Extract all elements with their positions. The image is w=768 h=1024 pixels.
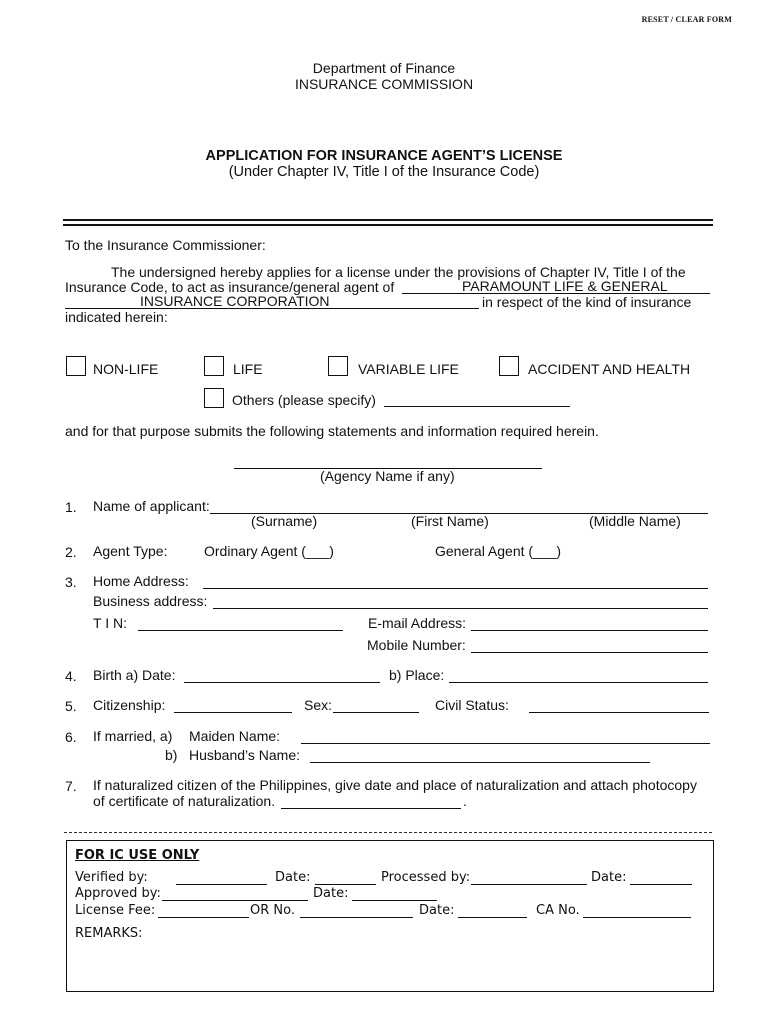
agency-name-caption: (Agency Name if any) xyxy=(320,468,455,484)
approved-date-field[interactable] xyxy=(352,886,437,901)
verified-by-field[interactable] xyxy=(176,870,267,885)
email-field[interactable] xyxy=(471,616,708,631)
agency-name-field[interactable] xyxy=(234,454,542,469)
company-name-part1[interactable]: PARAMOUNT LIFE & GENERAL xyxy=(462,278,668,294)
others-checkbox[interactable] xyxy=(204,388,224,408)
mobile-field[interactable] xyxy=(471,638,708,653)
remarks-label: REMARKS: xyxy=(75,926,143,941)
verified-date-field[interactable] xyxy=(315,870,376,885)
item-number-5: 5. xyxy=(65,698,77,714)
civil-status-field[interactable] xyxy=(529,698,709,713)
others-specify-field[interactable] xyxy=(384,392,570,407)
naturalized-text-1: If naturalized citizen of the Philippines, give date and place of naturalization and attach photocopy xyxy=(93,777,697,793)
approved-by-field[interactable] xyxy=(162,886,308,901)
agent-type-label: Agent Type: xyxy=(93,543,168,559)
email-label: E-mail Address: xyxy=(368,615,467,631)
processed-by-label: Processed by: xyxy=(381,870,471,885)
citizenship-field[interactable] xyxy=(174,698,292,713)
life-checkbox[interactable] xyxy=(204,356,224,376)
husband-name-label: Husband’s Name: xyxy=(189,747,301,763)
approved-by-label: Approved by: xyxy=(75,886,161,901)
item-number-6: 6. xyxy=(65,729,77,745)
sex-field[interactable] xyxy=(333,698,419,713)
ic-use-title: FOR IC USE ONLY xyxy=(75,848,200,863)
company-name-part2[interactable]: INSURANCE CORPORATION xyxy=(140,293,330,309)
page-title: APPLICATION FOR INSURANCE AGENT’S LICENSE xyxy=(205,148,563,164)
ca-no-label: CA No. xyxy=(536,903,580,918)
first-name-caption: (First Name) xyxy=(411,513,489,529)
birth-place-label: b) Place: xyxy=(389,667,445,683)
intro-line-4: indicated herein: xyxy=(65,309,168,325)
applicant-name-field[interactable] xyxy=(210,499,708,514)
naturalized-text-2: of certificate of naturalization. xyxy=(93,793,276,809)
business-address-label: Business address: xyxy=(93,593,208,609)
accident-health-label: ACCIDENT AND HEALTH xyxy=(528,361,691,377)
birth-place-field[interactable] xyxy=(449,668,708,683)
home-address-label: Home Address: xyxy=(93,573,189,589)
naturalization-period: . xyxy=(463,793,467,809)
verified-by-label: Verified by: xyxy=(75,870,148,885)
ordinary-agent-option[interactable]: Ordinary Agent (___) xyxy=(204,543,334,559)
maiden-name-label: Maiden Name: xyxy=(189,728,281,744)
item-number-4: 4. xyxy=(65,668,77,684)
nonlife-label: NON-LIFE xyxy=(93,361,159,377)
intro-line-3-end: in respect of the kind of insurance xyxy=(482,294,692,310)
variable-life-label: VARIABLE LIFE xyxy=(358,361,459,377)
department-name: Department of Finance xyxy=(312,60,456,76)
applicant-name-label: Name of applicant: xyxy=(93,498,210,514)
item-number-2: 2. xyxy=(65,544,77,560)
salutation: To the Insurance Commissioner: xyxy=(65,237,266,253)
tin-label: T I N: xyxy=(93,615,127,631)
business-address-field[interactable] xyxy=(213,594,708,609)
nonlife-checkbox[interactable] xyxy=(66,356,86,376)
ca-no-field[interactable] xyxy=(583,903,691,918)
surname-caption: (Surname) xyxy=(251,513,318,529)
sex-label: Sex: xyxy=(304,697,333,713)
citizenship-label: Citizenship: xyxy=(93,697,166,713)
license-fee-field[interactable] xyxy=(158,903,249,918)
item-number-7: 7. xyxy=(65,778,77,794)
middle-name-caption: (Middle Name) xyxy=(589,513,681,529)
divider-top xyxy=(63,219,713,221)
or-no-label: OR No. xyxy=(250,903,295,918)
intro-line-1: The undersigned hereby applies for a license under the provisions of Chapter IV, Title I of the xyxy=(111,264,686,280)
verified-date-label: Date: xyxy=(275,870,311,885)
commission-name: INSURANCE COMMISSION xyxy=(294,76,474,92)
birth-date-label: Birth a) Date: xyxy=(93,667,176,683)
item-number-3: 3. xyxy=(65,574,77,590)
husband-name-field[interactable] xyxy=(310,748,650,763)
general-agent-option[interactable]: General Agent (___) xyxy=(435,543,562,559)
others-label: Others (please specify) xyxy=(232,392,376,408)
birth-date-field[interactable] xyxy=(184,668,380,683)
approved-date-label: Date: xyxy=(313,886,349,901)
processed-by-field[interactable] xyxy=(471,870,587,885)
tin-field[interactable] xyxy=(138,616,343,631)
maiden-name-field[interactable] xyxy=(301,729,710,744)
civil-status-label: Civil Status: xyxy=(435,697,509,713)
divider-bottom xyxy=(63,224,713,226)
naturalization-field[interactable] xyxy=(281,794,461,809)
or-no-field[interactable] xyxy=(300,903,413,918)
or-date-label: Date: xyxy=(419,903,455,918)
page-subtitle: (Under Chapter IV, Title I of the Insurance Code) xyxy=(228,164,540,180)
husband-item-b: b) xyxy=(165,747,178,763)
accident-health-checkbox[interactable] xyxy=(499,356,519,376)
life-label: LIFE xyxy=(233,361,263,377)
processed-date-field[interactable] xyxy=(630,870,692,885)
item-number-1: 1. xyxy=(65,499,77,515)
home-address-field[interactable] xyxy=(203,574,708,589)
purpose-text: and for that purpose submits the following statements and information required herein. xyxy=(65,423,599,439)
license-fee-label: License Fee: xyxy=(75,903,156,918)
cut-line-separator xyxy=(64,832,712,833)
intro-line-2: Insurance Code, to act as insurance/general agent of xyxy=(65,279,395,295)
reset-clear-form-button[interactable]: RESET / CLEAR FORM xyxy=(641,15,732,24)
processed-date-label: Date: xyxy=(591,870,627,885)
mobile-label: Mobile Number: xyxy=(367,637,466,653)
if-married-label: If married, a) xyxy=(93,728,173,744)
or-date-field[interactable] xyxy=(458,903,527,918)
variable-life-checkbox[interactable] xyxy=(328,356,348,376)
